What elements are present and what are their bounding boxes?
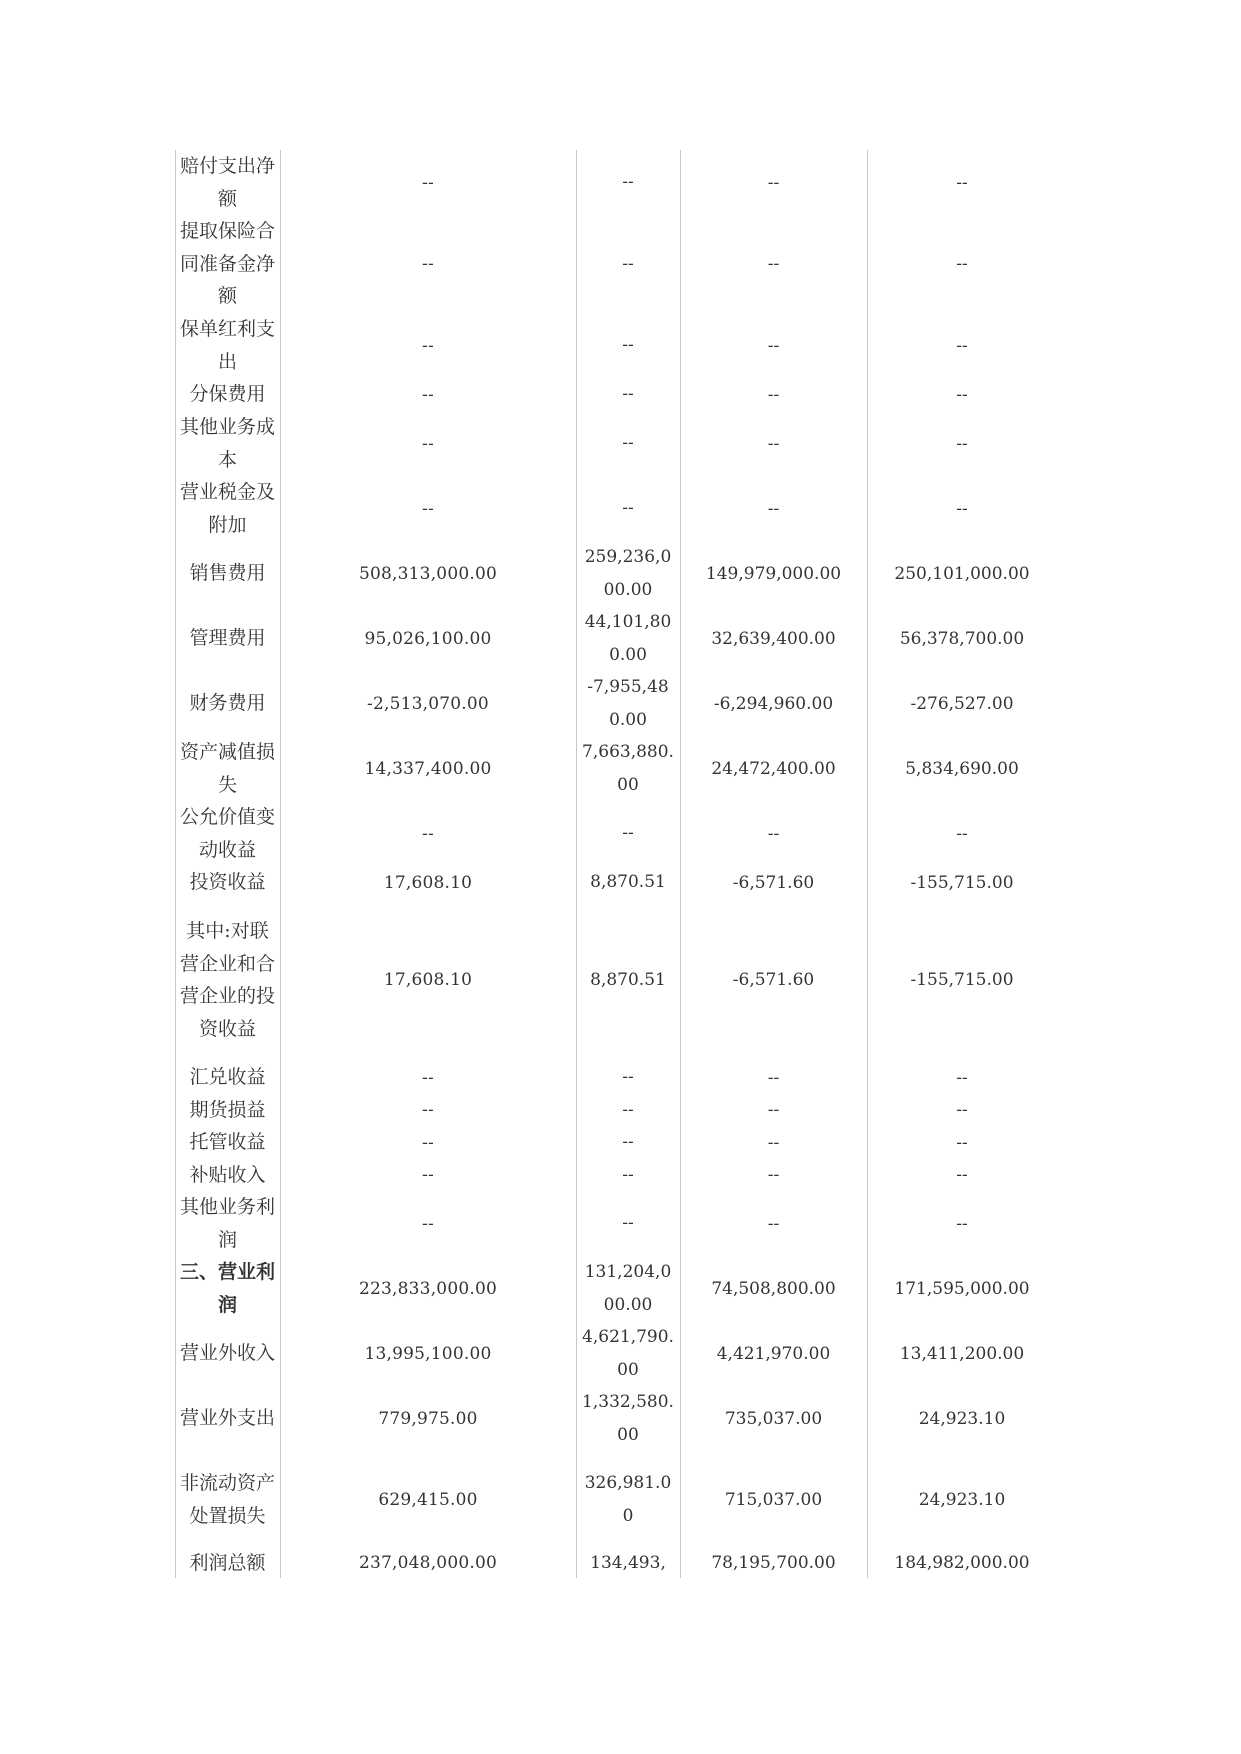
value-cell: -- [422,498,434,519]
value-cell: -- [422,1213,434,1234]
value-cell: -- [767,1165,780,1185]
value-cell: -- [767,498,780,519]
value-cell: 14,337,400.00 [364,758,492,779]
value-cell: 184,982,000.00 [894,1553,1030,1573]
value-cell: 715,037.00 [724,1489,823,1510]
table-row [175,1191,1057,1256]
value-cell: -- [622,384,634,405]
value-cell: -- [422,254,434,274]
value-cell: 8,870.51 [590,969,666,990]
row-label: 投资收益 [189,871,266,894]
value-cell: -- [422,1100,434,1120]
value-cell: 56,378,700.00 [899,628,1025,649]
value-cell: -155,715.00 [910,970,1014,990]
value-cell: 78,195,700.00 [711,1553,836,1573]
value-cell: 250,101,000.00 [894,563,1030,584]
value-cell: 5,834,690.00 [905,758,1019,779]
value-cell: -- [956,498,968,519]
row-label: 补贴收入 [189,1163,266,1186]
value-cell: -- [422,384,434,405]
table-row [175,671,1057,736]
table-row [175,378,1057,411]
value-cell: -- [956,1100,968,1120]
table-row [175,215,1057,313]
table-row [175,541,1057,606]
table-row [175,1256,1057,1321]
value-cell: -- [767,1132,780,1153]
value-cell: -- [422,1067,434,1088]
value-cell: -- [622,253,634,274]
value-cell: -- [767,254,780,274]
row-label: 营业税金及附加 [179,481,275,536]
value-cell: -- [956,823,968,844]
value-cell: -- [622,823,634,844]
table-row [175,1386,1057,1451]
row-label: 汇兑收益 [189,1066,266,1089]
table-row [175,899,1057,1061]
value-cell: -- [767,335,780,356]
value-cell: 735,037.00 [724,1408,823,1429]
table-row [175,801,1057,866]
value-cell: -- [956,433,968,454]
value-cell: 171,595,000.00 [894,1278,1030,1299]
value-cell: -276,527.00 [910,693,1014,714]
value-cell: 44,101,800.00 [584,612,672,665]
value-cell: -- [956,1165,968,1185]
value-cell: 7,663,880.00 [582,742,674,795]
table-row [175,866,1057,899]
value-cell: 1,332,580.00 [582,1392,674,1445]
row-label: 分保费用 [189,383,266,406]
value-cell: -- [767,172,780,193]
row-label: 财务费用 [189,692,266,715]
table-row [175,1451,1057,1548]
value-cell: -7,955,480.00 [587,677,669,730]
value-cell: -6,571.60 [732,872,815,893]
value-cell: 326,981.00 [584,1473,672,1526]
table-row [175,1548,1057,1578]
value-cell: -- [622,1132,634,1153]
table-row [175,1126,1057,1159]
value-cell: -- [956,172,968,193]
value-cell: 74,508,800.00 [711,1278,836,1299]
table-row [175,1159,1057,1191]
table-row [175,1094,1057,1126]
row-label: 托管收益 [189,1131,266,1154]
row-label: 管理费用 [189,627,266,650]
value-cell: -- [622,1067,634,1088]
row-label: 赔付支出净额 [179,155,275,210]
value-cell: 13,411,200.00 [899,1343,1025,1364]
table-row [175,313,1057,378]
value-cell: -- [422,823,434,844]
value-cell: 629,415.00 [378,1489,478,1510]
value-cell: -- [956,1213,968,1234]
value-cell: -2,513,070.00 [367,693,489,714]
row-label: 营业外收入 [179,1342,275,1365]
row-label: 保单红利支出 [179,318,275,373]
value-cell: -- [622,1164,634,1185]
value-cell: 259,236,000.00 [584,547,672,600]
value-cell: 131,204,000.00 [584,1262,672,1315]
row-label: 资产减值损失 [179,741,275,796]
table-row [175,1061,1057,1094]
row-label: 其中:对联营企业和合营企业的投资收益 [179,920,275,1040]
value-cell: -- [422,1165,434,1185]
row-label: 三、营业利润 [179,1261,275,1316]
row-label: 期货损益 [189,1098,266,1121]
value-cell: -6,294,960.00 [713,693,834,714]
value-cell: 4,421,970.00 [716,1343,831,1364]
value-cell: -- [622,1099,634,1120]
value-cell: -- [956,254,968,274]
row-label: 非流动资产处置损失 [179,1472,275,1527]
value-cell: -- [422,172,434,193]
value-cell: -- [767,1100,780,1120]
table-row [175,150,1057,215]
table-row [175,1321,1057,1386]
value-cell: -- [956,335,968,356]
value-cell: 13,995,100.00 [364,1343,492,1364]
value-cell: 24,923.10 [918,1489,1006,1510]
row-label: 公允价值变动收益 [179,806,275,861]
value-cell: 17,608.10 [383,970,473,990]
row-label: 利润总额 [189,1551,266,1574]
value-cell: 779,975.00 [378,1408,478,1429]
value-cell: -- [956,1132,968,1153]
table-row [175,476,1057,541]
value-cell: -- [956,384,968,405]
income-statement-table [175,150,1057,1578]
value-cell: 237,048,000.00 [359,1553,497,1573]
row-label: 其他业务利润 [179,1196,275,1251]
value-cell: -- [422,1132,434,1153]
value-cell: -- [767,433,780,454]
value-cell: 32,639,400.00 [711,628,836,649]
value-cell: 149,979,000.00 [705,563,842,584]
value-cell: -- [622,433,634,454]
value-cell: 95,026,100.00 [364,628,492,649]
value-cell: -- [767,1067,780,1088]
value-cell: -- [767,1213,780,1234]
value-cell: 17,608.10 [383,872,473,893]
value-cell: -155,715.00 [910,872,1014,893]
value-cell: -- [956,1067,968,1088]
value-cell: 8,870.51 [590,872,666,893]
value-cell: 24,923.10 [918,1408,1006,1429]
row-label: 提取保险合同准备金净额 [179,220,275,308]
table-row [175,736,1057,801]
table-row [175,411,1057,476]
value-cell: 508,313,000.00 [359,563,497,584]
value-cell: -6,571.60 [732,970,815,990]
table-row [175,606,1057,671]
value-cell: -- [622,172,634,193]
row-label: 销售费用 [189,562,266,585]
row-label: 其他业务成本 [179,416,275,471]
value-cell: -- [622,335,634,356]
value-cell: 223,833,000.00 [359,1278,497,1299]
value-cell: 24,472,400.00 [711,758,836,779]
value-cell: -- [422,433,434,454]
value-cell: 4,621,790.00 [582,1327,674,1380]
value-cell: -- [622,498,634,519]
value-cell: 134,493, [590,1552,666,1573]
value-cell: -- [622,1213,634,1234]
value-cell: -- [767,384,780,405]
row-label: 营业外支出 [179,1407,275,1430]
value-cell: -- [767,823,780,844]
value-cell: -- [422,335,434,356]
